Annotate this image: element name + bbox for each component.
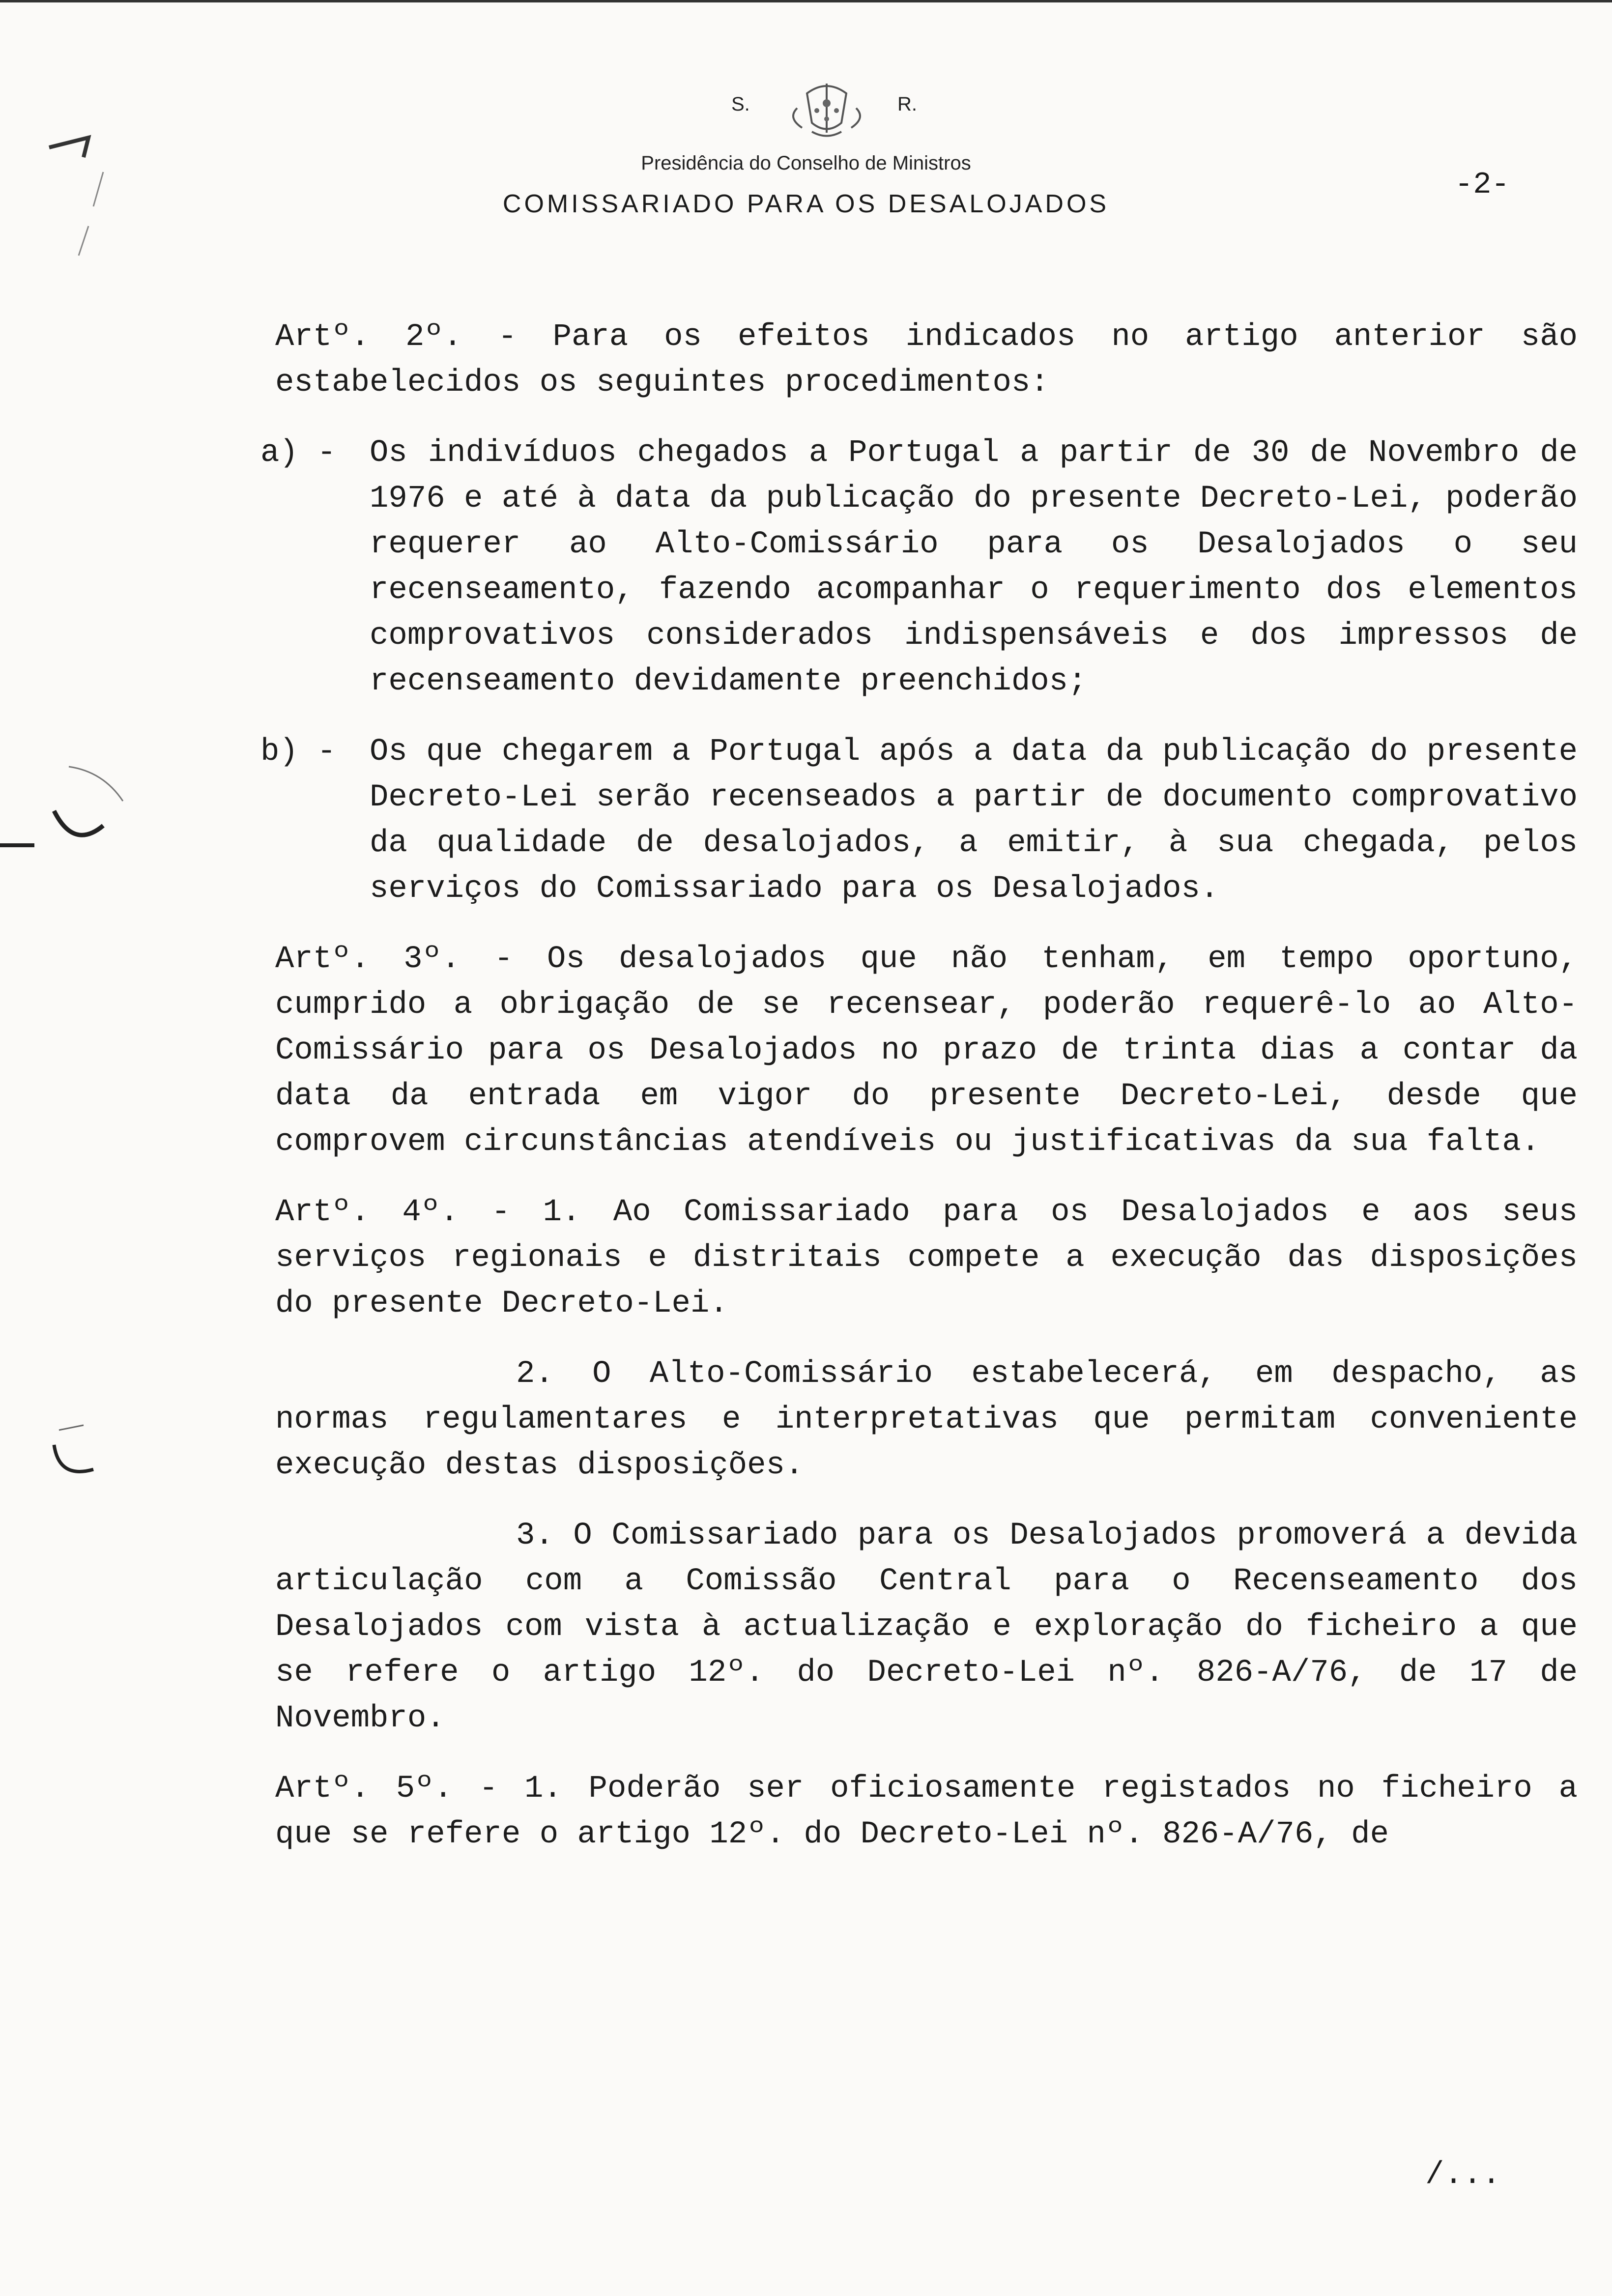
article-4-paragraph-2: 2. O Alto-Comissário estabelecerá, em despacho, as normas regulamentares e interpretativas que permitam conveniente execução destas disposições. <box>275 1356 1578 1483</box>
hole-punch-mark-icon <box>0 757 147 855</box>
coat-of-arms-emblem-icon <box>777 74 876 143</box>
article-2-item-a <box>260 430 1578 705</box>
top-edge-line <box>0 0 1612 2</box>
page-number: -2- <box>1455 167 1510 202</box>
letterhead-r: R. <box>897 93 917 115</box>
article-2-item-b <box>260 729 1578 912</box>
article-4-paragraph-3: 3. O Comissariado para os Desalojados promoverá a devida articulação com a Comissão Central para o Recenseamento dos Desalojados com vista à actualização e exploração do ficheiro a que se refere o artigo 12º. do Decreto-Lei nº. 826-A/76, de 17 de Novembro. <box>275 1518 1578 1736</box>
continuation-marker: /... <box>1425 2157 1501 2193</box>
article-4-paragraph-1: Artº. 4º. - 1. Ao Comissariado para os Desalojados e aos seus serviços regionais e distritais compete a execução das disposições do presente Decreto-Lei. <box>275 1195 1578 1321</box>
comissariado-title: COMISSARIADO PARA OS DESALOJADOS <box>502 190 1110 218</box>
item-a-label: a) - <box>260 435 336 471</box>
presidencia-line: Presidência do Conselho de Ministros <box>641 152 971 174</box>
document-body <box>260 315 1578 1882</box>
item-b-label: b) - <box>260 734 336 770</box>
hole-punch-mark-icon <box>39 1415 118 1484</box>
article-5-paragraph-1: Artº. 5º. - 1. Poderão ser oficiosamente registados no ficheiro a que se refere o artigo 12º. do Decreto-Lei nº. 826-A/76, de <box>275 1771 1578 1852</box>
article-3: Artº. 3º. - Os desalojados que não tenham, em tempo oportuno, cumprido a obrigação de se recensear, poderão requerê-lo ao Alto-Comissário para os Desalojados no prazo de trinta dias a contar da data da entrada em vigor do presente Decreto-Lei, desde que comprovem circunstâncias atendíveis ou justificativas da sua falta. <box>275 942 1578 1160</box>
margin-pen-mark-icon <box>29 108 128 265</box>
letterhead-s: S. <box>731 93 750 115</box>
article-2-intro: Artº. 2º. - Para os efeitos indicados no artigo anterior são estabelecidos os seguintes procedimentos: <box>275 319 1578 401</box>
item-b-text: Os que chegarem a Portugal após a data da publicação do presente Decreto-Lei serão recenseados a partir de documento comprovativo da qualidade de desalojados, a emitir, à sua chegada, pelos serviços do Comissariado para os Desalojados. <box>370 734 1578 907</box>
item-a-text: Os indivíduos chegados a Portugal a partir de 30 de Novembro de 1976 e até à data da publicação do presente Decreto-Lei, poderão requerer ao Alto-Comissário para os Desalojados o seu recenseamento, fazendo acompanhar o requerimento dos elementos comprovativos considerados indispensáveis e dos impressos de recenseamento devidamente preenchidos; <box>370 435 1578 699</box>
